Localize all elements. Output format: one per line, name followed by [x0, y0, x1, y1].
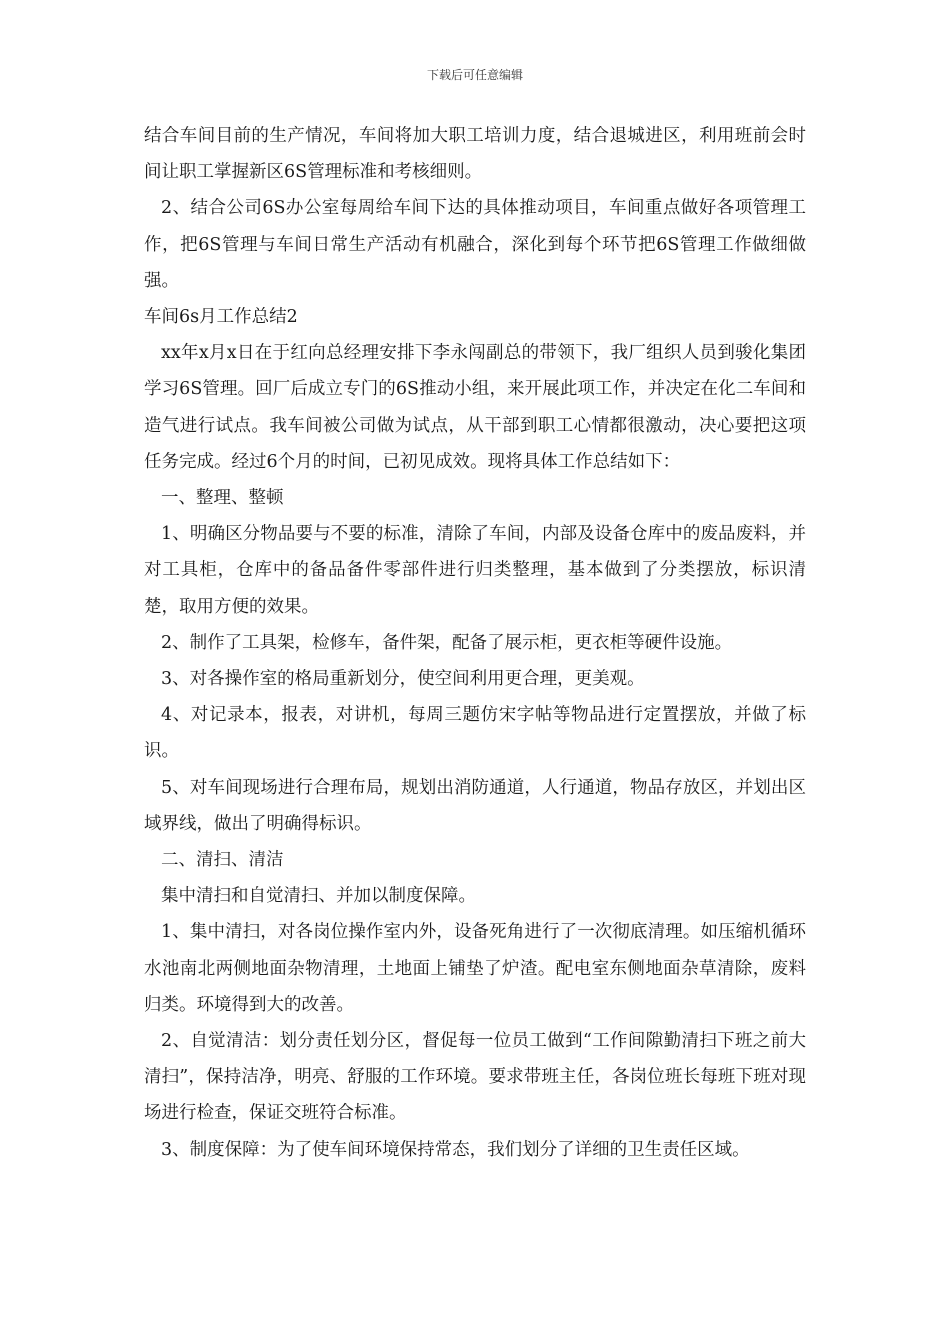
paragraph: 4、对记录本，报表，对讲机，每周三题仿宋字帖等物品进行定置摆放，并做了标识。: [144, 705, 806, 762]
paragraph: 3、对各操作室的格局重新划分，使空间利用更合理，更美观。: [161, 669, 645, 690]
paragraph: 集中清扫和自觉清扫、并加以制度保障。: [161, 886, 476, 907]
paragraph: 1、明确区分物品要与不要的标准，清除了车间，内部及设备仓库中的废品废料，并对工具柜，仓库中的备品备件零部件进行归类整理，基本做到了分类摆放，标识清楚，取用方便的效果。: [144, 524, 806, 617]
page-header: 下载后可任意编辑: [426, 68, 523, 82]
paragraph: 2、自觉清洁：划分责任划分区，督促每一位员工做到“工作间隙勤清扫下班之前大清扫”，保持洁净，明亮、舒服的工作环境。要求带班主任，各岗位班长每班下班对现场进行检查，保证交班符合标准。: [144, 1031, 806, 1124]
subheading: 一、整理、整顿: [161, 488, 284, 509]
paragraph: 5、对车间现场进行合理布局，规划出消防通道，人行通道，物品存放区，并划出区域界线，做出了明确得标识。: [144, 777, 806, 834]
document-body: [144, 118, 806, 1168]
paragraph: 2、结合公司6S办公室每周给车间下达的具体推动项目，车间重点做好各项管理工作，把6S管理与车间日常生产活动有机融合，深化到每个环节把6S管理工作做细做强。: [144, 198, 806, 291]
paragraph: 结合车间目前的生产情况，车间将加大职工培训力度，结合退城进区，利用班前会时间让职工掌握新区6S管理标准和考核细则。: [144, 126, 806, 183]
paragraph: 1、集中清扫，对各岗位操作室内外，设备死角进行了一次彻底清理。如压缩机循环水池南北两侧地面杂物清理，土地面上铺垫了炉渣。配电室东侧地面杂草清除，废料归类。环境得到大的改善。: [144, 922, 806, 1015]
paragraph: 2、制作了工具架，检修车，备件架，配备了展示柜，更衣柜等硬件设施。: [161, 632, 733, 653]
paragraph: xx年x月x日在于红向总经理安排下李永闯副总的带领下，我厂组织人员到骏化集团学习6S管理。回厂后成立专门的6S推动小组，来开展此项工作，并决定在化二车间和造气进行试点。我车间被公司做为试点，从干部到职工心情都很激动，决心要把这项任务完成。经过6个月的时间，已初见成效。现将具体工作总结如下：: [144, 343, 806, 472]
section-title: 车间6s月工作总结2: [144, 307, 298, 328]
subheading: 二、清扫、清洁: [161, 850, 284, 871]
paragraph: 3、制度保障：为了使车间环境保持常态，我们划分了详细的卫生责任区域。: [161, 1139, 750, 1160]
